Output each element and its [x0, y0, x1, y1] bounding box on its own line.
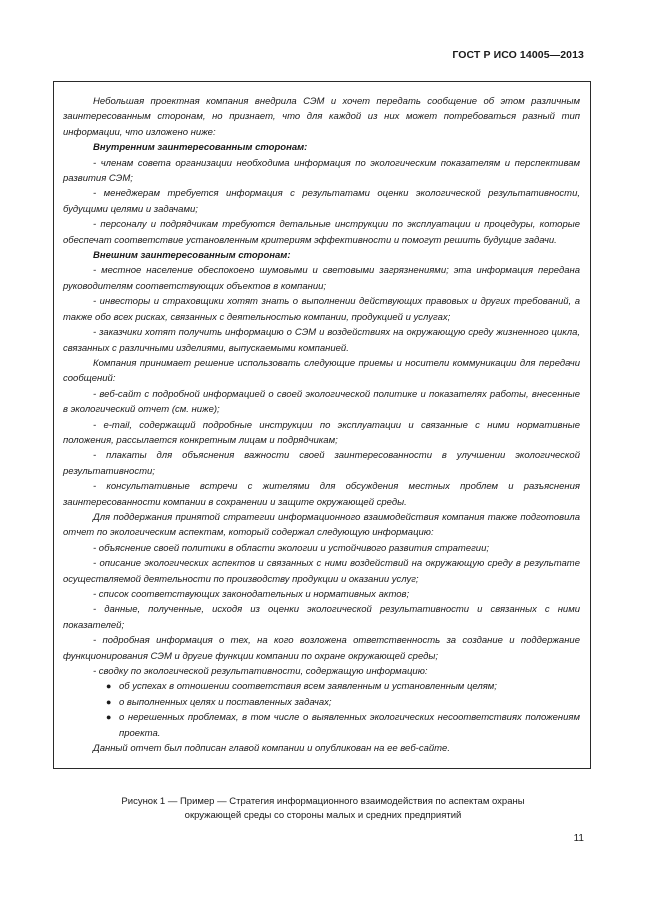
list-item	[63, 695, 580, 710]
paragraph: - членам совета организации необходима информация по экологическим показателям и перспективам развития СЭМ;	[63, 157, 580, 185]
paragraph: - список соответствующих законодательных и нормативных актов;	[93, 589, 410, 600]
paragraph: - данные, полученные, исходя из оценки экологической результативности и связанных с ними показателей;	[63, 604, 580, 631]
paragraph: - веб-сайт с подробной информацией о своей экологической политике и показателях работы, внесенные в экологический отчет (см. ниже);	[63, 388, 580, 416]
bullet-list	[63, 679, 580, 741]
paragraph: - подробная информация о тех, на кого возложена ответственность за создание и поддержание функционирования СЭМ и другие функции компании по охране окружающей среды;	[63, 635, 580, 662]
paragraph: - заказчики хотят получить информацию о СЭМ и воздействиях на окружающую среду жизненного цикла, связанных с различными изделиями, выпускаемыми компанией.	[63, 327, 580, 354]
document-code: ГОСТ Р ИСО 14005—2013	[452, 49, 584, 61]
figure-caption	[80, 795, 566, 823]
example-box	[53, 81, 591, 769]
paragraph: Компания принимает решение использовать следующие приемы и носители коммуникации для передачи сообщений:	[63, 357, 580, 385]
list-item	[63, 679, 580, 694]
page-number: 11	[573, 833, 584, 844]
caption-line: Рисунок 1 — Пример — Стратегия информационного взаимодействия по аспектам охраны	[121, 796, 525, 807]
closing-paragraph: Данный отчет был подписан главой компании и опубликован на ее веб-сайте.	[93, 743, 450, 755]
paragraph: - описание экологических аспектов и связанных с ними воздействий на окружающую среду в результате осуществляемой деятельности по производству продукции и оказании услуг;	[63, 558, 580, 585]
section-heading: Внешним заинтересованным сторонам:	[93, 250, 291, 262]
paragraph: - плакаты для объяснения важности своей заинтересованности в улучшении экологической результативности;	[63, 450, 580, 477]
list-item-text: о выполненных целях и поставленных задачах;	[119, 696, 332, 708]
paragraph: - менеджерам требуется информация с результатами оценки экологической результативности, будущими целями и задачами;	[63, 188, 580, 215]
paragraph: - объяснение своей политики в области экологии и устойчивого развития стратегии;	[93, 542, 490, 554]
list-item	[63, 710, 580, 741]
caption-line: окружающей среды со стороны малых и средних предприятий	[184, 810, 462, 821]
list-item-text: о нерешенных проблемах, в том числе о выявленных экологических несоответствиях положениям проекта.	[119, 712, 580, 739]
bullet-icon: ●	[106, 696, 112, 707]
paragraph: Для поддержания принятой стратегии информационного взаимодействия компания также подготовила отчет по экологическим аспектам, который содержал следующую информацию:	[63, 511, 580, 539]
paragraph: - e-mail, содержащий подробные инструкции по эксплуатации и связанные с ними нормативные положения, рассылается конкретным лицам и подрядчикам;	[63, 419, 580, 446]
paragraph: Небольшая проектная компания внедрила СЭМ и хочет передать сообщение об этом различным заинтересованным сторонам, но признает, что для каждой из них может потребоваться разный тип информации, что изложено ниже:	[63, 96, 580, 138]
bullet-icon: ●	[106, 681, 112, 692]
paragraph: - инвесторы и страховщики хотят знать о выполнении действующих правовых и других требований, а также обо всех рисках, связанных с деятельностью компании, продукцией и услугах;	[63, 296, 580, 323]
paragraph: - сводку по экологической результативности, содержащую информацию:	[93, 666, 428, 678]
section-heading: Внутренним заинтересованным сторонам:	[93, 142, 308, 154]
paragraph: - персоналу и подрядчикам требуются детальные инструкции по эксплуатации и процедуры, которые обеспечат соответствие установленным критериям эффективности и помогут решить будущие задачи.	[63, 219, 580, 246]
bullet-icon: ●	[106, 712, 112, 723]
list-item-text: об успехах в отношении соответствия всем заявленным и установленным целям;	[119, 681, 497, 693]
paragraph: - местное население обеспокоено шумовыми и световыми загрязнениями; эта информация передана руководителям соответствующих объектов в компании;	[63, 265, 580, 292]
paragraph: - консультативные встречи с жителями для обсуждения местных проблем и разъяснения заинтересованности компании в сохранении и защите окружающей среды.	[63, 481, 580, 508]
paragraph-list	[63, 94, 580, 679]
